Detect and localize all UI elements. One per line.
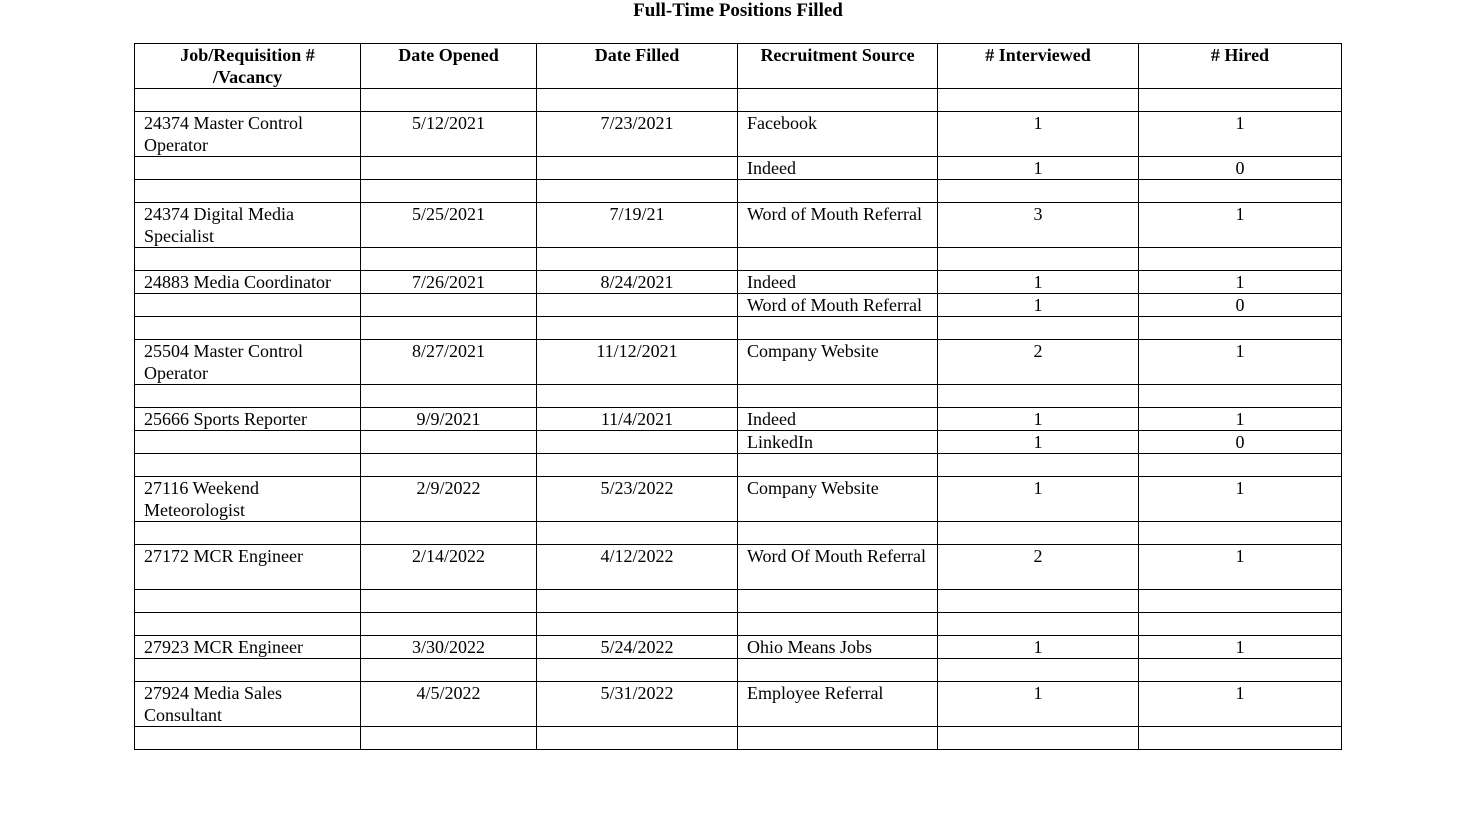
recruitment-source-cell xyxy=(738,590,938,613)
interviewed-cell xyxy=(938,454,1139,477)
recruitment-source-cell: Employee Referral xyxy=(738,682,938,727)
interviewed-cell xyxy=(938,89,1139,112)
date-opened-cell: 4/5/2022 xyxy=(361,682,537,727)
interviewed-cell: 1 xyxy=(938,477,1139,522)
interviewed-cell: 3 xyxy=(938,203,1139,248)
date-opened-cell xyxy=(361,317,537,340)
column-header-interviewed: # Interviewed xyxy=(938,44,1139,89)
date-filled-cell: 11/4/2021 xyxy=(537,408,738,431)
page-title: Full-Time Positions Filled xyxy=(633,0,843,21)
job-cell xyxy=(135,659,361,682)
table-row xyxy=(135,659,1342,682)
hired-cell xyxy=(1139,727,1342,750)
table-row xyxy=(135,340,1342,385)
table-row xyxy=(135,727,1342,750)
hired-cell: 1 xyxy=(1139,682,1342,727)
recruitment-source-cell: Indeed xyxy=(738,157,938,180)
table-row xyxy=(135,317,1342,340)
hired-cell xyxy=(1139,317,1342,340)
date-filled-cell xyxy=(537,659,738,682)
table-row xyxy=(135,431,1342,454)
date-filled-cell xyxy=(537,294,738,317)
job-cell: 27172 MCR Engineer xyxy=(135,545,361,590)
date-filled-cell xyxy=(537,157,738,180)
recruitment-source-cell xyxy=(738,659,938,682)
date-opened-cell: 9/9/2021 xyxy=(361,408,537,431)
interviewed-cell: 1 xyxy=(938,682,1139,727)
interviewed-cell xyxy=(938,727,1139,750)
recruitment-source-cell: Word Of Mouth Referral xyxy=(738,545,938,590)
recruitment-source-cell: Ohio Means Jobs xyxy=(738,636,938,659)
date-filled-cell xyxy=(537,89,738,112)
positions-table xyxy=(134,43,1342,750)
hired-cell xyxy=(1139,590,1342,613)
table-row xyxy=(135,294,1342,317)
date-opened-cell: 2/14/2022 xyxy=(361,545,537,590)
date-opened-cell: 7/26/2021 xyxy=(361,271,537,294)
job-cell xyxy=(135,522,361,545)
table-row xyxy=(135,385,1342,408)
date-filled-cell xyxy=(537,613,738,636)
column-header-job: Job/Requisition # /Vacancy xyxy=(135,44,361,89)
recruitment-source-cell xyxy=(738,613,938,636)
interviewed-cell xyxy=(938,590,1139,613)
date-opened-cell xyxy=(361,431,537,454)
table-row xyxy=(135,157,1342,180)
recruitment-source-cell xyxy=(738,317,938,340)
job-cell: 27116 Weekend Meteorologist xyxy=(135,477,361,522)
interviewed-cell xyxy=(938,522,1139,545)
date-filled-cell xyxy=(537,180,738,203)
recruitment-source-cell: Word of Mouth Referral xyxy=(738,294,938,317)
job-cell xyxy=(135,248,361,271)
table-row xyxy=(135,682,1342,727)
table-row xyxy=(135,522,1342,545)
hired-cell xyxy=(1139,454,1342,477)
job-cell xyxy=(135,431,361,454)
job-cell xyxy=(135,385,361,408)
date-opened-cell xyxy=(361,180,537,203)
date-filled-cell: 4/12/2022 xyxy=(537,545,738,590)
date-opened-cell xyxy=(361,613,537,636)
hired-cell xyxy=(1139,613,1342,636)
hired-cell: 0 xyxy=(1139,157,1342,180)
interviewed-cell xyxy=(938,248,1139,271)
hired-cell: 0 xyxy=(1139,294,1342,317)
date-filled-cell xyxy=(537,317,738,340)
table-row xyxy=(135,636,1342,659)
job-cell: 24374 Master Control Operator xyxy=(135,112,361,157)
hired-cell xyxy=(1139,180,1342,203)
column-header-date-filled: Date Filled xyxy=(537,44,738,89)
date-filled-cell xyxy=(537,454,738,477)
job-cell xyxy=(135,613,361,636)
interviewed-cell xyxy=(938,613,1139,636)
job-cell: 25666 Sports Reporter xyxy=(135,408,361,431)
date-opened-cell xyxy=(361,727,537,750)
date-filled-cell: 7/19/21 xyxy=(537,203,738,248)
interviewed-cell: 2 xyxy=(938,545,1139,590)
job-cell: 25504 Master Control Operator xyxy=(135,340,361,385)
date-filled-cell: 11/12/2021 xyxy=(537,340,738,385)
date-opened-cell xyxy=(361,89,537,112)
job-cell xyxy=(135,727,361,750)
column-header-date-opened: Date Opened xyxy=(361,44,537,89)
date-filled-cell xyxy=(537,727,738,750)
table-row xyxy=(135,271,1342,294)
hired-cell: 1 xyxy=(1139,271,1342,294)
date-filled-cell: 8/24/2021 xyxy=(537,271,738,294)
interviewed-cell: 1 xyxy=(938,431,1139,454)
job-cell xyxy=(135,294,361,317)
date-filled-cell xyxy=(537,385,738,408)
interviewed-cell: 1 xyxy=(938,294,1139,317)
hired-cell: 0 xyxy=(1139,431,1342,454)
date-opened-cell xyxy=(361,248,537,271)
table-row xyxy=(135,408,1342,431)
column-header-hired: # Hired xyxy=(1139,44,1342,89)
recruitment-source-cell: Company Website xyxy=(738,477,938,522)
table-row xyxy=(135,454,1342,477)
table-row xyxy=(135,203,1342,248)
hired-cell: 1 xyxy=(1139,408,1342,431)
job-cell: 27924 Media Sales Consultant xyxy=(135,682,361,727)
interviewed-cell xyxy=(938,385,1139,408)
date-opened-cell: 2/9/2022 xyxy=(361,477,537,522)
date-filled-cell xyxy=(537,248,738,271)
interviewed-cell: 1 xyxy=(938,636,1139,659)
date-opened-cell xyxy=(361,454,537,477)
date-filled-cell: 7/23/2021 xyxy=(537,112,738,157)
recruitment-source-cell xyxy=(738,385,938,408)
table-row xyxy=(135,112,1342,157)
table-row xyxy=(135,613,1342,636)
date-opened-cell: 5/12/2021 xyxy=(361,112,537,157)
job-cell xyxy=(135,180,361,203)
date-filled-cell: 5/23/2022 xyxy=(537,477,738,522)
interviewed-cell: 1 xyxy=(938,157,1139,180)
recruitment-source-cell xyxy=(738,180,938,203)
date-filled-cell: 5/24/2022 xyxy=(537,636,738,659)
hired-cell xyxy=(1139,659,1342,682)
table-row xyxy=(135,180,1342,203)
date-opened-cell xyxy=(361,522,537,545)
date-opened-cell xyxy=(361,385,537,408)
table-row xyxy=(135,89,1342,112)
table-row xyxy=(135,590,1342,613)
job-cell xyxy=(135,454,361,477)
hired-cell: 1 xyxy=(1139,203,1342,248)
recruitment-source-cell xyxy=(738,727,938,750)
date-opened-cell xyxy=(361,659,537,682)
recruitment-source-cell: Indeed xyxy=(738,408,938,431)
job-cell xyxy=(135,590,361,613)
interviewed-cell xyxy=(938,317,1139,340)
hired-cell: 1 xyxy=(1139,636,1342,659)
date-opened-cell: 3/30/2022 xyxy=(361,636,537,659)
date-opened-cell xyxy=(361,294,537,317)
interviewed-cell xyxy=(938,659,1139,682)
date-filled-cell xyxy=(537,431,738,454)
date-filled-cell xyxy=(537,522,738,545)
recruitment-source-cell: Indeed xyxy=(738,271,938,294)
hired-cell xyxy=(1139,522,1342,545)
recruitment-source-cell: LinkedIn xyxy=(738,431,938,454)
recruitment-source-cell: Facebook xyxy=(738,112,938,157)
hired-cell xyxy=(1139,89,1342,112)
table-row xyxy=(135,477,1342,522)
date-opened-cell: 5/25/2021 xyxy=(361,203,537,248)
hired-cell: 1 xyxy=(1139,112,1342,157)
table-row xyxy=(135,248,1342,271)
hired-cell xyxy=(1139,385,1342,408)
recruitment-source-cell: Company Website xyxy=(738,340,938,385)
recruitment-source-cell xyxy=(738,248,938,271)
recruitment-source-cell xyxy=(738,89,938,112)
date-filled-cell: 5/31/2022 xyxy=(537,682,738,727)
table-row xyxy=(135,545,1342,590)
column-header-recruitment-source: Recruitment Source xyxy=(738,44,938,89)
recruitment-source-cell xyxy=(738,454,938,477)
hired-cell xyxy=(1139,248,1342,271)
date-opened-cell xyxy=(361,157,537,180)
job-cell: 27923 MCR Engineer xyxy=(135,636,361,659)
interviewed-cell: 1 xyxy=(938,408,1139,431)
job-cell xyxy=(135,317,361,340)
job-cell xyxy=(135,157,361,180)
interviewed-cell: 2 xyxy=(938,340,1139,385)
interviewed-cell: 1 xyxy=(938,112,1139,157)
date-opened-cell xyxy=(361,590,537,613)
header-row xyxy=(135,44,1342,89)
job-cell: 24374 Digital Media Specialist xyxy=(135,203,361,248)
hired-cell: 1 xyxy=(1139,340,1342,385)
hired-cell: 1 xyxy=(1139,545,1342,590)
job-cell: 24883 Media Coordinator xyxy=(135,271,361,294)
recruitment-source-cell xyxy=(738,522,938,545)
hired-cell: 1 xyxy=(1139,477,1342,522)
interviewed-cell: 1 xyxy=(938,271,1139,294)
date-opened-cell: 8/27/2021 xyxy=(361,340,537,385)
job-cell xyxy=(135,89,361,112)
interviewed-cell xyxy=(938,180,1139,203)
recruitment-source-cell: Word of Mouth Referral xyxy=(738,203,938,248)
date-filled-cell xyxy=(537,590,738,613)
